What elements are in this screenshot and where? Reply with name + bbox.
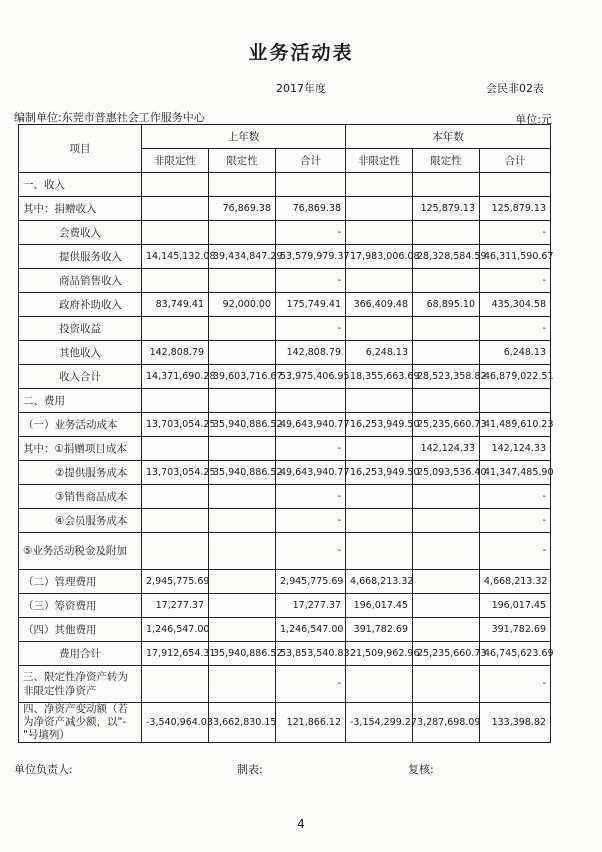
- cell-c1: [142, 173, 209, 197]
- header-last-unrestricted: 非限定性: [142, 149, 209, 173]
- cell-c2: 35,940,886.52: [209, 461, 276, 485]
- cell-c6: 41,347,485.90: [480, 461, 551, 485]
- cell-c4: 16,253,949.50: [346, 461, 413, 485]
- cell-c5: [413, 570, 480, 594]
- cell-c6: 435,304.58: [480, 293, 551, 317]
- cell-c4: [346, 533, 413, 570]
- cell-c6: [480, 389, 551, 413]
- cell-c3: -: [276, 485, 346, 509]
- row-label: 费用合计: [19, 642, 142, 666]
- table-row: [19, 437, 551, 461]
- cell-c6: 4,668,213.32: [480, 570, 551, 594]
- row-label: （四）其他费用: [19, 618, 142, 642]
- cell-c1: [142, 437, 209, 461]
- cell-c5: [413, 221, 480, 245]
- cell-c4: 16,253,949.50: [346, 413, 413, 437]
- cell-c1: [142, 485, 209, 509]
- row-label: （三）筹资费用: [19, 594, 142, 618]
- row-label: （一）业务活动成本: [19, 413, 142, 437]
- cell-c4: [346, 509, 413, 533]
- cell-c3: 17,277.37: [276, 594, 346, 618]
- table-row: [19, 642, 551, 666]
- cell-c4: [346, 389, 413, 413]
- cell-c4: [346, 197, 413, 221]
- cell-c2: [209, 666, 276, 703]
- row-label: 会费收入: [19, 221, 142, 245]
- table-row: [19, 461, 551, 485]
- cell-c2: [209, 509, 276, 533]
- page-number: 4: [297, 817, 305, 831]
- header-item: 项目: [19, 125, 142, 173]
- row-label: 提供服务收入: [19, 245, 142, 269]
- cell-c4: 6,248.13: [346, 341, 413, 365]
- row-label: ④会员服务成本: [19, 509, 142, 533]
- row-label: 投资收益: [19, 317, 142, 341]
- table-row: [19, 570, 551, 594]
- cell-c5: [413, 533, 480, 570]
- cell-c1: [142, 666, 209, 703]
- cell-c6: 391,782.69: [480, 618, 551, 642]
- cell-c1: -3,540,964.03: [142, 703, 209, 743]
- cell-c4: [346, 485, 413, 509]
- row-label: 其他收入: [19, 341, 142, 365]
- report-title: 业务活动表: [248, 42, 354, 64]
- cell-c1: 1,246,547.00: [142, 618, 209, 642]
- cell-c3: -: [276, 221, 346, 245]
- cell-c1: 14,145,132.08: [142, 245, 209, 269]
- cell-c1: 14,371,690.28: [142, 365, 209, 389]
- footer-reviewer: 复核:: [408, 763, 434, 776]
- cell-c1: [142, 509, 209, 533]
- cell-c5: [413, 666, 480, 703]
- row-label: 收入合计: [19, 365, 142, 389]
- cell-c1: [142, 533, 209, 570]
- table-body: [19, 173, 554, 743]
- cell-c5: [413, 173, 480, 197]
- cell-c2: [209, 389, 276, 413]
- row-label: 其中：捐赠收入: [19, 197, 142, 221]
- cell-c5: 25,235,660.73: [413, 642, 480, 666]
- cell-c5: 28,523,358.82: [413, 365, 480, 389]
- row-label: 三、限定性净资产转为非限定性净资产: [19, 666, 142, 703]
- cell-c4: [346, 317, 413, 341]
- cell-c2: [209, 221, 276, 245]
- table-row: [19, 245, 551, 269]
- cell-c2: [209, 485, 276, 509]
- cell-c6: 142,124.33: [480, 437, 551, 461]
- row-label: ②提供服务成本: [19, 461, 142, 485]
- cell-c5: [413, 389, 480, 413]
- cell-c3: 53,579,979.37: [276, 245, 346, 269]
- footer-head: 单位负责人:: [14, 763, 73, 776]
- cell-c4: [346, 269, 413, 293]
- cell-c2: 39,434,847.29: [209, 245, 276, 269]
- cell-c4: [346, 666, 413, 703]
- cell-c6: -: [480, 485, 551, 509]
- cell-c2: [209, 618, 276, 642]
- row-label: 一、收入: [19, 173, 142, 197]
- cell-c1: [142, 269, 209, 293]
- cell-c5: [413, 317, 480, 341]
- cell-c3: 53,975,406.95: [276, 365, 346, 389]
- row-label: ⑤业务活动税金及附加: [19, 533, 142, 570]
- table-row: [19, 293, 551, 317]
- cell-c2: 35,940,886.52: [209, 642, 276, 666]
- table-row: [19, 485, 551, 509]
- table-row: [19, 533, 551, 570]
- cell-c1: [142, 221, 209, 245]
- cell-c2: [209, 533, 276, 570]
- header-last-restricted: 限定性: [209, 149, 276, 173]
- cell-c3: 142,808.79: [276, 341, 346, 365]
- reporting-unit: 编制单位:东莞市普惠社会工作服务中心: [14, 111, 205, 124]
- table-row: [19, 197, 551, 221]
- cell-c4: 366,409.48: [346, 293, 413, 317]
- cell-c1: 17,277.37: [142, 594, 209, 618]
- cell-c6: -: [480, 666, 551, 703]
- cell-c3: 2,945,775.69: [276, 570, 346, 594]
- cell-c1: [142, 389, 209, 413]
- row-label: 其中：①捐赠项目成本: [19, 437, 142, 461]
- cell-c6: 6,248.13: [480, 341, 551, 365]
- cell-c5: 125,879.13: [413, 197, 480, 221]
- cell-c6: -: [480, 317, 551, 341]
- cell-c2: [209, 437, 276, 461]
- cell-c6: -: [480, 221, 551, 245]
- cell-c5: [413, 509, 480, 533]
- table-row: [19, 173, 551, 197]
- cell-c2: [209, 317, 276, 341]
- cell-c3: [276, 173, 346, 197]
- cell-c5: [413, 341, 480, 365]
- cell-c2: 92,000.00: [209, 293, 276, 317]
- cell-c6: -: [480, 533, 551, 570]
- table-row: [19, 269, 551, 293]
- cell-c2: [209, 594, 276, 618]
- cell-c4: -3,154,299.27: [346, 703, 413, 743]
- cell-c4: [346, 437, 413, 461]
- header-last-year: 上年数: [142, 125, 346, 149]
- header-this-year: 本年数: [346, 125, 551, 149]
- table-row: [19, 594, 551, 618]
- cell-c6: -: [480, 269, 551, 293]
- form-number: 会民非02表: [486, 82, 544, 95]
- cell-c1: 17,912,654.31: [142, 642, 209, 666]
- cell-c6: [480, 173, 551, 197]
- cell-c3: -: [276, 509, 346, 533]
- footer-preparer: 制表:: [237, 763, 263, 776]
- cell-c3: 175,749.41: [276, 293, 346, 317]
- cell-c2: 35,940,886.52: [209, 413, 276, 437]
- cell-c2: [209, 269, 276, 293]
- table-row: [19, 317, 551, 341]
- cell-c4: 391,782.69: [346, 618, 413, 642]
- row-label: 四、净资产变动额（若为净资产减少额，以"-"号填列）: [19, 703, 142, 743]
- cell-c3: -: [276, 666, 346, 703]
- header-this-unrestricted: 非限定性: [346, 149, 413, 173]
- cell-c6: 46,879,022.51: [480, 365, 551, 389]
- table-row: [19, 618, 551, 642]
- cell-c2: 3,662,830.15: [209, 703, 276, 743]
- header-this-total: 合计: [480, 149, 551, 173]
- cell-c4: 17,983,006.08: [346, 245, 413, 269]
- cell-c2: [209, 570, 276, 594]
- cell-c5: [413, 594, 480, 618]
- cell-c6: 46,745,623.69: [480, 642, 551, 666]
- cell-c1: [142, 197, 209, 221]
- cell-c3: 49,643,940.77: [276, 413, 346, 437]
- row-label: 商品销售收入: [19, 269, 142, 293]
- cell-c5: 68,895.10: [413, 293, 480, 317]
- cell-c1: 142,808.79: [142, 341, 209, 365]
- table-row: [19, 221, 551, 245]
- cell-c1: 13,703,054.25: [142, 461, 209, 485]
- cell-c3: 76,869.38: [276, 197, 346, 221]
- currency-unit: 单位:元: [515, 113, 552, 126]
- cell-c1: 83,749.41: [142, 293, 209, 317]
- table-row: [19, 341, 551, 365]
- cell-c5: 28,328,584.59: [413, 245, 480, 269]
- cell-c6: 41,489,610.23: [480, 413, 551, 437]
- cell-c2: 76,869.38: [209, 197, 276, 221]
- cell-c4: [346, 221, 413, 245]
- cell-c3: -: [276, 437, 346, 461]
- header-this-restricted: 限定性: [413, 149, 480, 173]
- table-row: [19, 703, 551, 743]
- row-label: 政府补助收入: [19, 293, 142, 317]
- row-label: ③销售商品成本: [19, 485, 142, 509]
- cell-c6: 125,879.13: [480, 197, 551, 221]
- cell-c6: 46,311,590.67: [480, 245, 551, 269]
- cell-c2: 39,603,716.67: [209, 365, 276, 389]
- cell-c3: 121,866.12: [276, 703, 346, 743]
- cell-c5: [413, 618, 480, 642]
- table-row: [19, 413, 551, 437]
- cell-c5: 142,124.33: [413, 437, 480, 461]
- row-label: 二、费用: [19, 389, 142, 413]
- cell-c5: 25,093,536.40: [413, 461, 480, 485]
- cell-c4: 21,509,962.96: [346, 642, 413, 666]
- row-label: （二）管理费用: [19, 570, 142, 594]
- cell-c1: 13,703,054.25: [142, 413, 209, 437]
- cell-c6: 196,017.45: [480, 594, 551, 618]
- activity-table: [18, 124, 554, 743]
- cell-c4: 18,355,663.69: [346, 365, 413, 389]
- cell-c5: 25,235,660.73: [413, 413, 480, 437]
- cell-c5: [413, 485, 480, 509]
- cell-c5: [413, 269, 480, 293]
- report-year: 2017年度: [276, 82, 326, 95]
- cell-c2: [209, 173, 276, 197]
- cell-c2: [209, 341, 276, 365]
- header-last-total: 合计: [276, 149, 346, 173]
- cell-c1: [142, 317, 209, 341]
- cell-c4: 196,017.45: [346, 594, 413, 618]
- cell-c1: 2,945,775.69: [142, 570, 209, 594]
- table-row: [19, 666, 551, 703]
- cell-c3: 53,853,540.83: [276, 642, 346, 666]
- cell-c3: 49,643,940.77: [276, 461, 346, 485]
- table-row: [19, 389, 551, 413]
- table-row: [19, 509, 551, 533]
- cell-c4: 4,668,213.32: [346, 570, 413, 594]
- cell-c3: -: [276, 533, 346, 570]
- cell-c3: 1,246,547.00: [276, 618, 346, 642]
- cell-c3: -: [276, 317, 346, 341]
- table-row: [19, 365, 551, 389]
- cell-c3: -: [276, 269, 346, 293]
- cell-c4: [346, 173, 413, 197]
- cell-c6: -: [480, 509, 551, 533]
- cell-c5: 3,287,698.09: [413, 703, 480, 743]
- cell-c3: [276, 389, 346, 413]
- cell-c6: 133,398.82: [480, 703, 551, 743]
